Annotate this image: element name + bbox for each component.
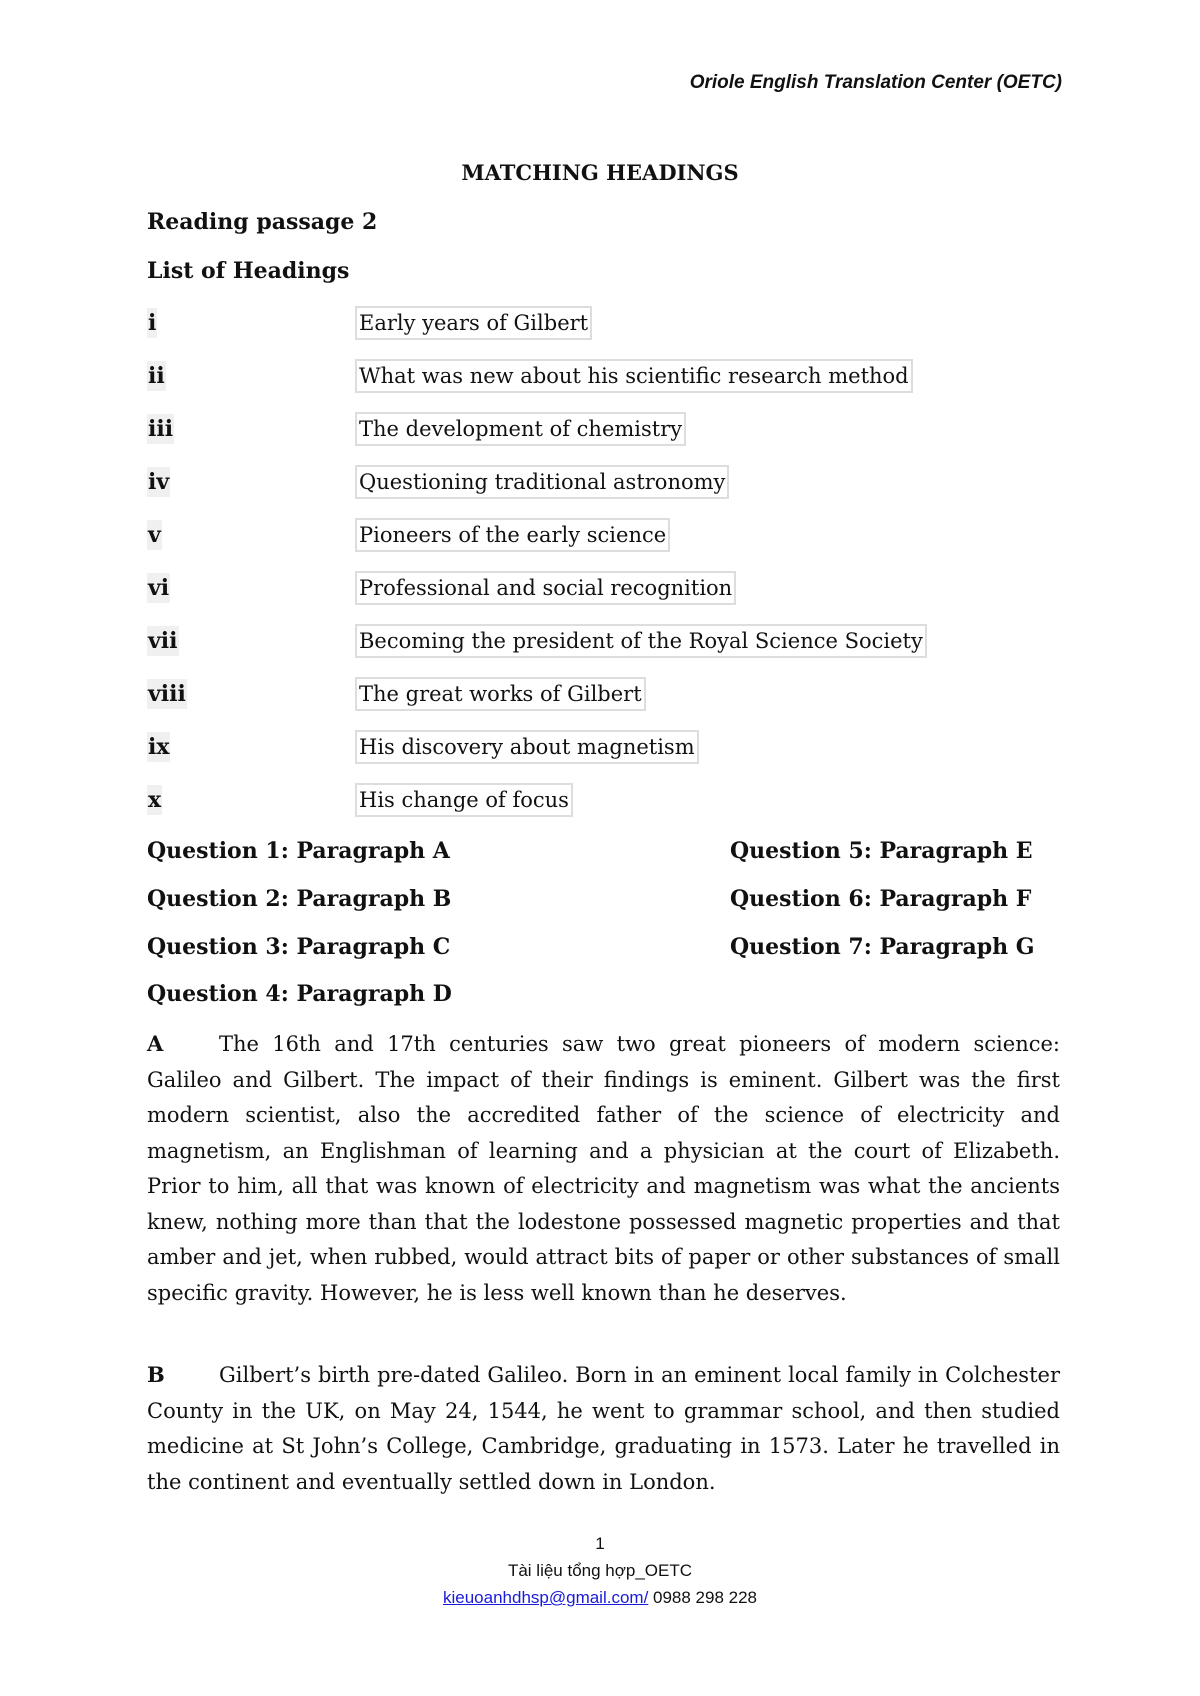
heading-text: What was new about his scientific research method [355,359,913,393]
paragraph-a [147,1026,1060,1311]
heading-text: His discovery about magnetism [355,730,699,764]
heading-row [147,361,1067,414]
heading-number: vii [148,628,178,654]
paragraph-b [147,1357,1060,1500]
phone-number: 0988 298 228 [648,1588,758,1607]
paragraph-letter: B [147,1362,165,1387]
question-1: Question 1: Paragraph A [147,838,450,864]
heading-row [147,626,1067,679]
heading-row [147,679,1067,732]
paragraph-letter: A [147,1031,164,1056]
question-7: Question 7: Paragraph G [730,934,1035,960]
question-3: Question 3: Paragraph C [147,934,451,960]
email-link[interactable]: kieuoanhdhsp@gmail.com/ [442,1588,649,1607]
question-6: Question 6: Paragraph F [730,886,1032,912]
list-of-headings-title: List of Headings [147,258,350,284]
heading-number: ii [148,363,165,389]
footer-doc-label: Tài liệu tổng hợp_OETC [507,1561,693,1580]
question-5: Question 5: Paragraph E [730,838,1033,864]
heading-row [147,732,1067,785]
heading-text: Pioneers of the early science [355,518,670,552]
passage-label: Reading passage 2 [147,209,378,235]
heading-number: vi [148,575,170,601]
heading-text: Becoming the president of the Royal Science Society [355,624,927,658]
heading-text: Early years of Gilbert [355,306,592,340]
footer-contact [0,1584,1200,1611]
heading-number: viii [148,681,186,707]
heading-row [147,573,1067,626]
paragraph-text: Gilbert’s birth pre-dated Galileo. Born in an eminent local family in Colchester County in the UK, on May 24, 1544, he went to grammar school, and then studied medicine at St John’s College, Cambridge, graduating in 1573. Later he travelled in the continent and eventually settled down in London. [147,1363,1060,1494]
page-number: 1 [595,1534,605,1553]
heading-row [147,414,1067,467]
heading-text: The development of chemistry [355,412,686,446]
heading-text: Professional and social recognition [355,571,736,605]
question-4: Question 4: Paragraph D [147,981,452,1007]
question-2: Question 2: Paragraph B [147,886,452,912]
heading-text: His change of focus [355,783,573,817]
heading-text: Questioning traditional astronomy [355,465,729,499]
heading-number: iii [148,416,174,442]
page-footer [0,1530,1200,1611]
paragraph-text: The 16th and 17th centuries saw two great pioneers of modern science: Galileo and Gilbert. The impact of their findings is eminent. Gilbert was the first modern scientist, also the accredited father of the science of electricity and magnetism, an Englishman of learning and a physician at the court of Elizabeth. Prior to him, all that was known of electricity and magnetism was what the ancients knew, nothing more than that the lodestone possessed magnetic properties and that amber and jet, when rubbed, would attract bits of paper or other substances of small specific gravity. However, he is less well known than he deserves. [147,1032,1060,1305]
heading-number: i [148,310,157,336]
headings-list [147,308,1067,838]
heading-text: The great works of Gilbert [355,677,646,711]
heading-number: x [148,787,162,813]
heading-row [147,467,1067,520]
heading-number: ix [148,734,170,760]
heading-row [147,785,1067,838]
heading-number: iv [148,469,170,495]
page-title: MATCHING HEADINGS [461,160,739,185]
heading-row [147,308,1067,361]
page-header: Oriole English Translation Center (OETC) [689,72,1062,93]
heading-row [147,520,1067,573]
heading-number: v [148,522,161,548]
